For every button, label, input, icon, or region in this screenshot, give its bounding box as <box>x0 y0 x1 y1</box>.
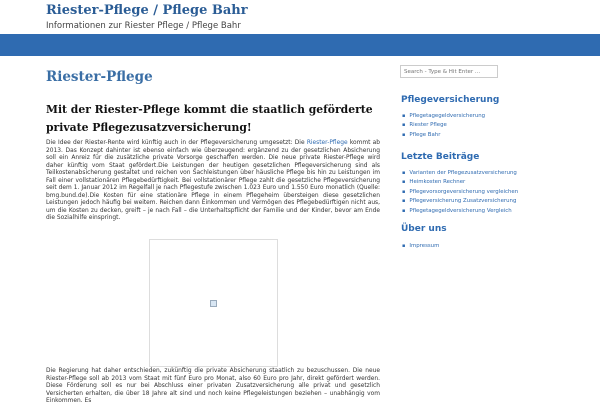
broken-image-icon <box>210 300 217 307</box>
widget-list-ueber-uns <box>402 242 439 251</box>
intro-text-continued: kommt ab 2013. Das Konzept dahinter ist ebenso einfach wie überzeugend: ergänzend zu der gesetzlichen Absicherung soll ein Anreiz für die zusätzliche private Vorsorge geschaffen werden. Die neue private Riester-Pflege wird daher künftig vom Staat gefördert.Die Leistungen der heutigen gesetzlichen Pflegeversicherung sind als Teilkostenabsicherung gestaltet und reichen von Sachleistungen über häusliche Pflege bis hin zu Leistungen im Fall einer vollstationären Pflegebedürftigkeit. Bei vollstationärer Pflege zahlt die gesetzliche Pflegeversicherung seit dem 1. Januar 2012 im Regelfall je nach Pflegestufe zwischen 1.023 Euro und 1.550 Euro monatlich (Quelle: bmg.bund.de).Die Kosten für eine stationäre Pflege in einem Pflegeheim übersteigen diese gesetzlichen Leistungen jedoch häufig bei weitem. Reichen dann Einkommen und Vermögen des Pflegebedürftigen nicht aus, um die Kosten zu decken, greift – je nach Fall – die Unterhaltspflicht der Familie und der Kinder, bevor am Ende die Sozialhilfe einspringt. <box>46 140 380 222</box>
widget-list-pflegeversicherung <box>402 112 485 140</box>
sidebar-link[interactable]: ▪ Varianten der Pflegezusatzversicherung <box>402 169 518 178</box>
site-title[interactable]: Riester-Pflege / Pflege Bahr <box>46 3 248 18</box>
widget-title-letzte-beitraege: Letzte Beiträge <box>401 152 480 162</box>
entry-paragraph-2: Die Regierung hat daher entschieden, zukünftig die private Absicherung staatlich zu bezuschussen. Die neue Riester-Pflege soll ab 2013 vom Staat mit fünf Euro pro Monat, also 60 Euro pro Jahr, direkt gefördert werden. Diese Förderung soll es nur bei Abschluss einer privaten Zusatzversicherung alle privat und gesetzlich Versicherten erhalten, die über 18 Jahre alt sind und noch keine Pflegeleistungen beziehen – unabhängig vom Einkommen. Es <box>46 368 380 405</box>
site-header <box>0 0 600 34</box>
riester-pflege-link[interactable]: Riester-Pflege <box>306 140 348 146</box>
site-description: Informationen zur Riester Pflege / Pflege Bahr <box>46 21 241 31</box>
entry-heading: Mit der Riester-Pflege kommt die staatlich geförderte private Pflegezusatzversicherung! <box>46 103 373 134</box>
sidebar-link[interactable]: ▪ Pflegetagegeldversicherung Vergleich <box>402 207 518 216</box>
entry-paragraph-1 <box>46 140 380 223</box>
sidebar-link[interactable]: ▪ Riester Pflege <box>402 121 485 130</box>
sidebar-link[interactable]: ▪ Pflege Bahr <box>402 131 485 140</box>
content-image <box>149 239 278 367</box>
sidebar-link[interactable]: ▪ Pflegeversicherung Zusatzversicherung <box>402 197 518 206</box>
widget-list-letzte-beitraege <box>402 169 518 216</box>
sidebar-link-impressum[interactable]: ▪ Impressum <box>402 242 439 251</box>
page-title: Riester-Pflege <box>46 69 153 85</box>
widget-title-ueber-uns: Über uns <box>401 224 447 234</box>
intro-text: Die Idee der Riester-Rente wird künftig auch in der Pflegeversicherung umgesetzt: Die <box>46 140 307 146</box>
widget-title-pflegeversicherung: Pflegeversicherung <box>401 95 500 105</box>
main-content <box>46 56 384 405</box>
search-input[interactable] <box>400 65 498 78</box>
sidebar-link[interactable]: ▪ Heimkosten Rechner <box>402 178 518 187</box>
sidebar-link[interactable]: ▪ Pflegetagegeldversicherung <box>402 112 485 121</box>
sidebar-link[interactable]: ▪ Pflegevorsorgeversicherung vergleichen <box>402 188 518 197</box>
main-navigation-bar <box>0 34 600 56</box>
sidebar <box>400 56 560 400</box>
